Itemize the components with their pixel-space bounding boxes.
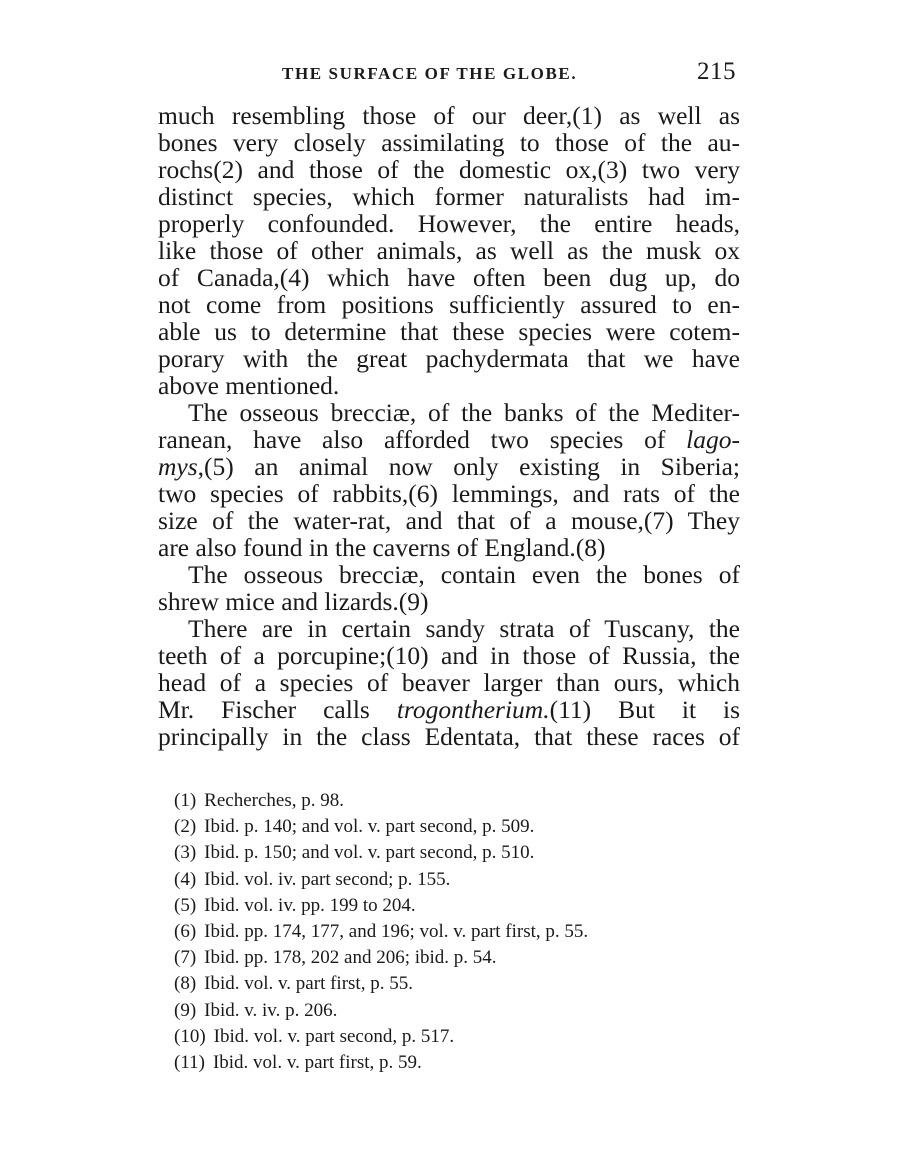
text-line: rochs(2) and those of the domestic ox,(3) two very [158, 155, 740, 184]
text-line: of Canada,(4) which have often been dug up, do [158, 263, 740, 292]
text-line: like those of other animals, as well as the musk ox [158, 236, 740, 265]
text-span: ,(5) an animal now only existing in Siberia; [197, 452, 740, 481]
footnote-text: Ibid. vol. v. part second, p. 517. [213, 1025, 455, 1047]
footnote [174, 840, 734, 866]
footnote-number: (7) [174, 947, 197, 969]
italic-term: trogontherium. [396, 695, 550, 724]
text-line: The osseous brecciæ, of the banks of the Mediter- [188, 398, 740, 427]
footnote-text: Ibid. vol. iv. part second; p. 155. [204, 868, 451, 890]
footnote-text: Ibid. pp. 178, 202 and 206; ibid. p. 54. [204, 947, 497, 969]
footnote [174, 1024, 734, 1050]
footnote-number: (11) [174, 1051, 205, 1073]
text-span: Mr. Fischer calls [158, 695, 397, 724]
text-line: much resembling those of our deer,(1) as well as [158, 101, 740, 130]
footnote-number: (1) [174, 790, 197, 811]
footnote [174, 814, 734, 840]
body-text [158, 102, 740, 750]
text-line: teeth of a porcupine;(10) and in those of Russia, the [158, 641, 740, 670]
italic-term: mys [158, 452, 198, 481]
footnote-text: Ibid. vol. v. part first, p. 55. [204, 973, 413, 995]
text-line: shrew mice and lizards.(9) [158, 587, 429, 616]
footnote [174, 971, 734, 997]
footnote-number: (5) [174, 894, 197, 916]
page-header [270, 58, 740, 88]
footnote-number: (9) [174, 999, 197, 1021]
footnote [174, 998, 734, 1024]
footnote [174, 788, 734, 814]
text-line [158, 426, 740, 453]
text-line: There are in certain sandy strata of Tuscany, the [188, 614, 740, 643]
footnote [174, 919, 734, 945]
footnote-text: Ibid. vol. iv. pp. 199 to 204. [204, 894, 416, 916]
text-line: size of the water-rat, and that of a mouse,(7) They [158, 506, 740, 535]
footnote-number: (2) [174, 816, 197, 838]
footnote-text: Ibid. p. 140; and vol. v. part second, p. 509. [204, 816, 535, 838]
text-span: ranean, have also afforded two species of [158, 425, 687, 454]
text-line: are also found in the caverns of England.(8) [158, 533, 606, 562]
footnotes [174, 788, 734, 1076]
text-line [158, 453, 740, 480]
footnote-number: (8) [174, 973, 197, 995]
footnote-text: Recherches, p. 98. [204, 790, 344, 811]
footnote [174, 867, 734, 893]
text-line: head of a species of beaver larger than ours, which [158, 668, 740, 697]
text-line: porary with the great pachydermata that we have [158, 344, 740, 373]
running-head: THE SURFACE OF THE GLOBE. [282, 64, 578, 83]
text-line [158, 696, 740, 723]
footnote-number: (4) [174, 868, 197, 890]
text-line: not come from positions sufficiently assured to en- [158, 290, 740, 319]
footnote-number: (10) [174, 1025, 206, 1047]
footnote [174, 945, 734, 971]
footnote-number: (6) [174, 920, 197, 942]
footnote-text: Ibid. pp. 174, 177, and 196; vol. v. part first, p. 55. [204, 920, 589, 942]
page-number: 215 [697, 58, 736, 85]
text-line: above mentioned. [158, 371, 340, 400]
footnote-text: Ibid. vol. v. part first, p. 59. [212, 1051, 422, 1073]
text-line: principally in the class Edentata, that these races of [158, 722, 740, 751]
italic-term: lago- [686, 425, 740, 454]
footnote [174, 893, 734, 919]
footnote-number: (3) [174, 842, 197, 864]
text-line: distinct species, which former naturalists had im- [158, 182, 740, 211]
footnote-text: Ibid. v. iv. p. 206. [204, 999, 338, 1021]
text-line: properly confounded. However, the entire heads, [158, 209, 740, 238]
footnote-text: Ibid. p. 150; and vol. v. part second, p. 510. [204, 842, 535, 864]
text-line: able us to determine that these species were cotem- [158, 317, 740, 346]
text-line: two species of rabbits,(6) lemmings, and rats of the [158, 479, 740, 508]
text-span: (11) But it is [549, 695, 741, 724]
footnote [174, 1050, 734, 1076]
text-line: The osseous brecciæ, contain even the bones of [188, 560, 740, 589]
text-line: bones very closely assimilating to those of the au- [158, 128, 740, 157]
